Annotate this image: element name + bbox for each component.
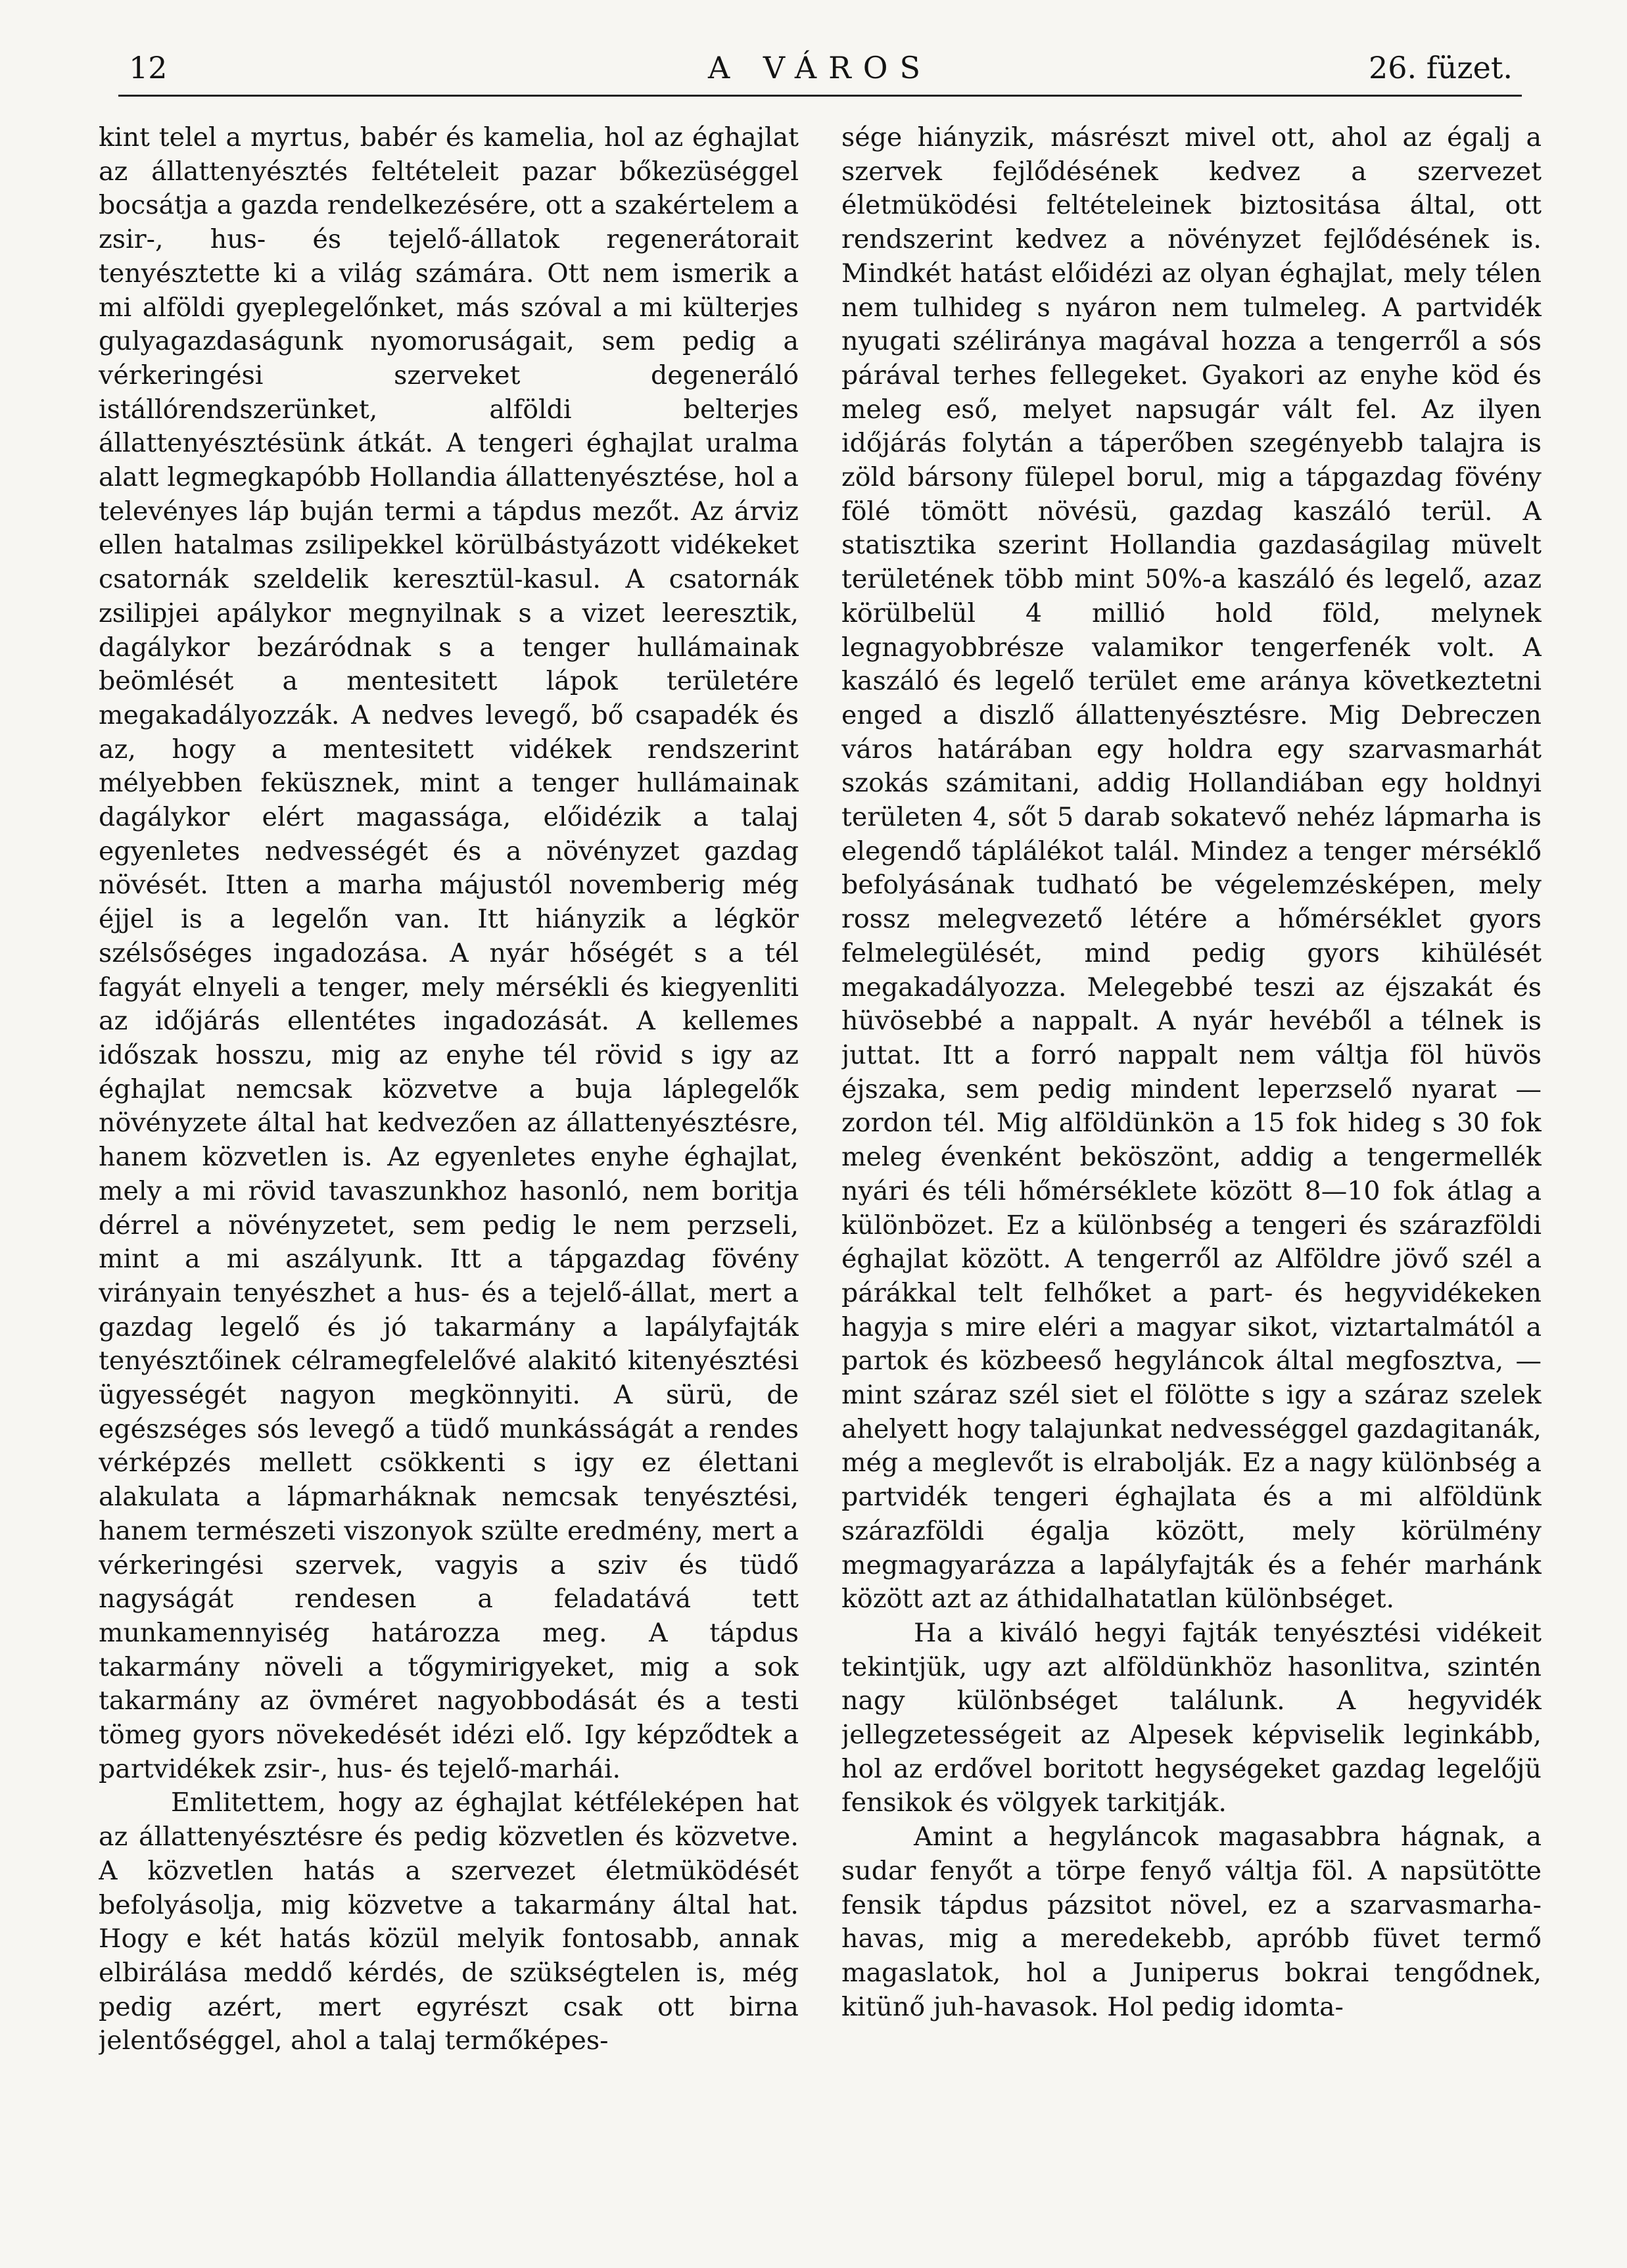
right-column [841,121,1542,2218]
paragraph: Emlitettem, hogy az éghajlat kétféleképen hat az állattenyésztésre és pedig közvetlen és közvetve. A közvetlen hatás a szervezet életmüködését befolyásolja, mig közvetve a takarmány által hat. Hogy e két hatás közül melyik fontosabb, annak elbirálása meddő kérdés, de szükségtelen is, még pedig azért, mert egyrészt csak ott birna jelentőséggel, ahol a talaj termőképes- [99,1787,799,2056]
paragraph: kint telel a myrtus, babér és kamelia, hol az éghajlat az állattenyésztés feltételeit pazar bőkezüséggel bocsátja a gazda rendelkezésére, ott a szakértelem a zsir-, hus- és tejelő-állatok regenerátorait tenyésztette ki a világ számára. Ott nem ismerik a mi alföldi gyeplegelőnket, más szóval a mi külterjes gulyagazdaságunk nyomoruságait, sem pedig a vérkeringési szerveket degeneráló istállórendszerünket, alföldi belterjes állattenyésztésünk átkát. A tengeri éghajlat uralma alatt legmegkapóbb Hollandia állattenyésztése, hol a televényes láp buján termi a tápdus mezőt. Az árviz ellen hatalmas zsilipekkel körülbástyázott vidékeket csatornák szeldelik keresztül-kasul. A csatornák zsilipjei apálykor megnyilnak s a vizet leeresztik, dagálykor bezáródnak s a tenger hullámainak beömlését a mentesitett lápok területére megakadályozzák. A nedves levegő, bő csapadék és az, hogy a mentesitett vidékek rendszerint mélyebben feküsznek, mint a tenger hullámainak dagálykor elért magassága, előidézik a talaj egyenletes nedvességét és a növényzet gazdag növését. Itten a marha májustól novemberig még éjjel is a legelőn van. Itt hiányzik a légkör szélsőséges ingadozása. A nyár hőségét s a tél fagyát elnyeli a tenger, mely mérsékli és kiegyenliti az időjárás ellentétes ingadozását. A kellemes időszak hosszu, mig az enyhe tél rövid s igy az éghajlat nemcsak közvetve a buja láplegelők növényzete által hat kedvezően az állattenyésztésre, hanem közvetlen is. Az egyenletes enyhe éghajlat, mely a mi rövid tavaszunkhoz hasonló, nem boritja dérrel a növényzetet, sem pedig le nem perzseli, mint a mi aszályunk. Itt a tápgazdag fövény virányain tenyészhet a hus- és a tejelő-állat, mert a gazdag legelő és jó takarmány a lapályfajták tenyésztőinek célramegfelelővé alakitó kitenyésztési ügyességét nagyon megkönnyiti. A sürü, de egészséges sós levegő a tüdő munkásságát a rendes vérképzés mellett csökkenti s igy ez élettani alakulata a lápmarháknak nemcsak tenyésztési, hanem természeti viszonyok szülte eredmény, mert a vérkeringési szervek, vagyis a sziv és tüdő nagyságát rendesen a feladatává tett munkamennyiség határozza meg. A tápdus takarmány növeli a tőgymirigyeket, mig a sok takarmány az övméret nagyobbodását és a testi tömeg gyors növekedését idézi elő. Igy képződtek a partvidékek zsir-, hus- és tejelő-marhái. [99,122,799,1784]
paragraph: sége hiányzik, másrészt mivel ott, ahol az égalj a szervek fejlődésének kedvez a szervezet életmüködési feltételeinek biztositása által, ott rendszerint kedvez a növényzet fejlődésének is. Mindkét hatást előidézi az olyan éghajlat, mely télen nem tulhideg s nyáron nem tulmeleg. A partvidék nyugati szélirányа magával hozza a tengerről a sós párával terhes fellegeket. Gyakori az enyhe köd és meleg eső, melyet napsugár vált fel. Az ilyen időjárás folytán a táperőben szegényebb talajra is zöld bársony fülepel borul, mig a tápgazdag fövény fölé tömött növésü, gazdag kaszáló terül. A statisztika szerint Hollandia gazdaságilag müvelt területének több mint 50%-a kaszáló és legelő, azaz körülbelül 4 millió hold föld, melynek legnagyobbrésze valamikor tengerfenék volt. A kaszáló és legelő terület eme aránya következtetni enged a diszlő állattenyésztésre. Mig Debreczen város határában egy holdra egy szarvasmarhát szokás számitani, addig Hollandiában egy holdnyi területen 4, sőt 5 darab sokatevő nehéz lápmarha is elegendő táplálékot talál. Mindez a tenger mérséklő befolyásának tudható be végelemzésképen, mely rossz melegvezető létére a hőmérséklet gyors felmelegülését, mind pedig gyors kihülését megakadályozza. Melegebbé teszi az éjszakát és hüvösebbé a nappalt. A nyár hevéből a télnek is juttat. Itt a forró nappalt nem váltja föl hüvös éjszaka, sem pedig mindent leperzselő nyarat — zordon tél. Mig alföldünkön a 15 fok hideg s 30 fok meleg évenként beköszönt, addig a tengermellék nyári és téli hőmérséklete között 8—10 fok átlag a különbözet. Ez a különbség a tengeri és szárazföldi éghajlat között. A tengerről az Alföldre jövő szél a párákkal telt felhőket a part- és hegyvidékeken hagyja s mire eléri a magyar sikot, viztartalmától a partok és közbeeső hegyláncok által megfosztva, — mint száraz szél siet el fölötte s igy a száraz szelek ahelyett hogy talajunkat nedvességgel gazdagitanák, még a meglevőt is elrabolják. Ez a nagy különbség a partvidék tengeri éghajlata és a mi alföldünk szárazföldi égalja között, mely körülmény megmagyarázza a lapályfajták és a fehér marhánk között azt az áthidalhatatlan különbséget. [841,122,1542,1615]
issue-label: 26. füzet. [1369,50,1513,85]
left-column [99,121,799,2218]
running-header [118,41,1522,97]
page-number: 12 [129,50,168,85]
paragraph: Ha a kiváló hegyi fajták tenyésztési vidékeit tekintjük, ugy azt alföldünkhöz hasonlitva, szintén nagy különbséget találunk. A hegyvidék jellegzetességeit az Alpesek képviselik leginkább, hol az erdővel boritott hegységeket gazdag legelőjü fensikok és völgyek tarkitják. [841,1617,1542,1818]
journal-title: A VÁROS [707,50,933,85]
paragraph: Amint a hegyláncok magasabbra hágnak, a sudar fenyőt a törpe fenyő váltja föl. A napsütötte fensik tápdus pázsitot növel, ez a szarvasmarha-havas, mig a meredekebb, apróbb füvet termő magaslatok, hol a Juniperus bokrai tengődnek, kitünő juh-havasok. Hol pedig idomta- [841,1822,1542,2022]
